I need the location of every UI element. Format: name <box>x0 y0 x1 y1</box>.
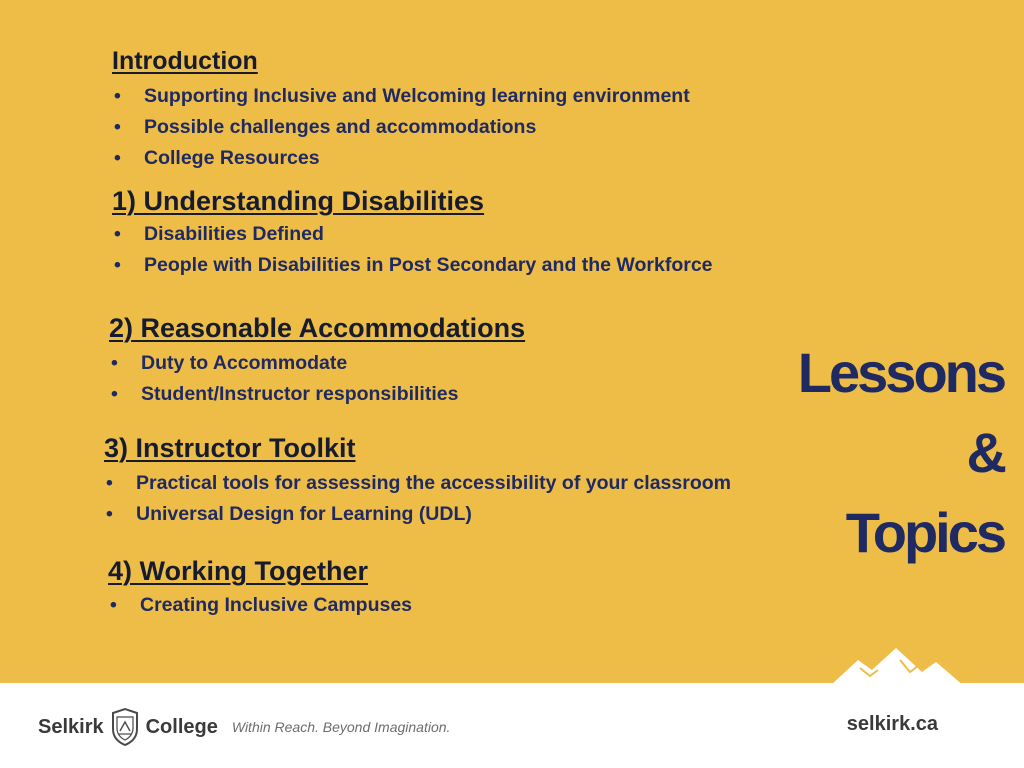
selkirk-college-logo <box>38 705 450 749</box>
side-title-line: & <box>966 421 1004 484</box>
section-instructor-toolkit <box>104 433 731 530</box>
list-item: • Creating Inclusive Campuses <box>108 590 412 621</box>
list-item: • People with Disabilities in Post Secondary and the Workforce <box>112 250 713 281</box>
list-item: • Disabilities Defined <box>112 219 713 250</box>
side-title <box>798 333 1004 573</box>
side-title-line: Topics <box>845 501 1004 564</box>
bullet-list <box>109 348 525 410</box>
list-item: • Possible challenges and accommodations <box>112 112 690 143</box>
side-title-line: Lessons <box>797 341 1004 404</box>
list-item: • Duty to Accommodate <box>109 348 525 379</box>
brand-name-left: Selkirk <box>38 715 104 738</box>
section-heading: 4) Working Together <box>108 556 369 586</box>
bullet-list <box>104 468 731 530</box>
bullet-list <box>112 219 713 281</box>
section-heading: 3) Instructor Toolkit <box>104 433 356 463</box>
mountain-peaks-icon <box>830 646 990 686</box>
section-heading: Introduction <box>112 47 258 75</box>
section-introduction <box>112 47 690 174</box>
list-item: • Practical tools for assessing the accessibility of your classroom <box>104 468 731 499</box>
bullet-list <box>108 590 412 621</box>
list-item: • Supporting Inclusive and Welcoming learning environment <box>112 81 690 112</box>
section-heading: 1) Understanding Disabilities <box>112 186 485 216</box>
section-working-together <box>108 556 412 621</box>
selkirk-crest-icon <box>110 707 140 747</box>
list-item: • Student/Instructor responsibilities <box>109 379 525 410</box>
bullet-list <box>112 81 690 174</box>
section-reasonable-accommodations <box>109 313 525 410</box>
section-understanding-disabilities <box>112 186 713 281</box>
section-heading: 2) Reasonable Accommodations <box>109 313 526 343</box>
list-item: • College Resources <box>112 143 690 174</box>
list-item: • Universal Design for Learning (UDL) <box>104 499 731 530</box>
website-link[interactable]: selkirk.ca <box>846 713 938 735</box>
tagline: Within Reach. Beyond Imagination. <box>231 719 451 735</box>
brand-name-right: College <box>145 715 218 738</box>
